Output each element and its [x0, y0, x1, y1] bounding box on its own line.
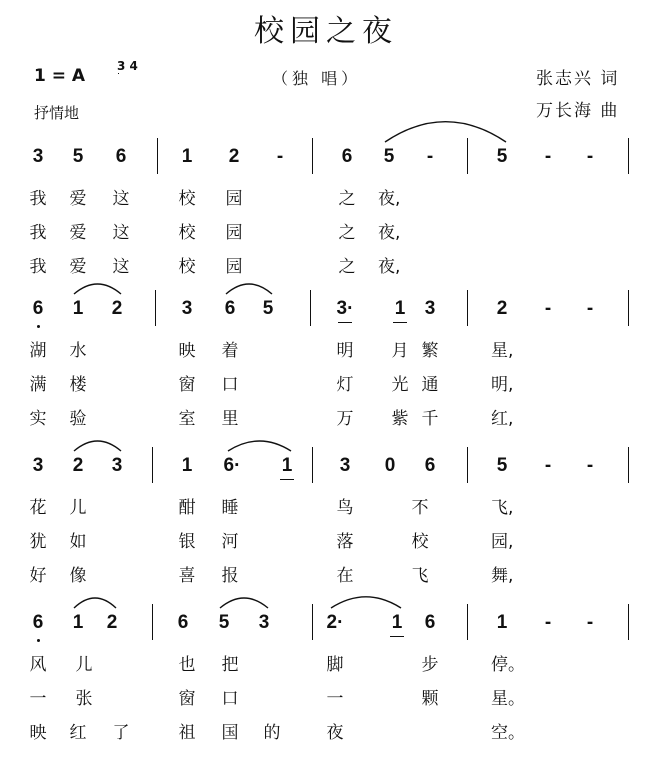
lyric-syllable: 夜,	[378, 257, 401, 277]
lyric-syllable: 园,	[491, 532, 514, 552]
lyric-syllable: 鸟	[336, 498, 354, 518]
lyric-syllable: 之	[338, 223, 356, 243]
note: 2·	[326, 612, 344, 633]
note: -	[586, 612, 594, 633]
note: -	[586, 455, 594, 476]
lyric-syllable: 脚	[326, 655, 344, 675]
note: 3	[32, 455, 44, 476]
lyric-syllable: 万	[336, 409, 354, 429]
bar-line	[312, 604, 313, 640]
bar-line	[467, 604, 468, 640]
lyric-syllable: 睡	[221, 498, 239, 518]
lyric-syllable: 映	[29, 723, 47, 743]
composer-credit: 万长海 曲	[536, 101, 620, 121]
note: 2	[72, 455, 84, 476]
note: 3	[32, 146, 44, 167]
note: 1	[281, 455, 293, 476]
lyric-syllable: 夜,	[378, 223, 401, 243]
note: 2	[106, 612, 118, 633]
note: 6	[424, 612, 436, 633]
note: 1	[72, 298, 84, 319]
slur	[220, 598, 268, 608]
bar-line	[312, 447, 313, 483]
note: 6	[32, 298, 44, 319]
bar-line	[152, 604, 153, 640]
eighth-underline	[338, 322, 352, 323]
performance-note: （独 唱）	[272, 69, 362, 88]
note: 1	[181, 455, 193, 476]
note: 6	[424, 455, 436, 476]
lyric-syllable: 夜	[326, 723, 344, 743]
note: 3·	[336, 298, 354, 319]
lyric-syllable: 口	[221, 689, 239, 709]
lyric-syllable: 银	[178, 532, 196, 552]
bar-line	[310, 290, 311, 326]
lyric-syllable: 月	[391, 341, 409, 361]
lyric-syllable: 我	[29, 257, 47, 277]
note: 5	[72, 146, 84, 167]
bar-line	[467, 290, 468, 326]
bar-line	[467, 138, 468, 174]
lyric-syllable: 水	[69, 341, 87, 361]
eighth-underline	[390, 636, 404, 637]
lyric-syllable: 园	[225, 189, 243, 209]
lyric-syllable: 园	[225, 257, 243, 277]
note: -	[276, 146, 284, 167]
lyric-syllable: 紫	[391, 409, 409, 429]
bar-line	[312, 138, 313, 174]
lyric-syllable: 国	[221, 723, 239, 743]
lyric-syllable: 验	[69, 409, 87, 429]
note: 1	[496, 612, 508, 633]
lyric-syllable: 飞,	[491, 498, 514, 518]
bar-line	[155, 290, 156, 326]
note: 6·	[223, 455, 241, 476]
lyric-syllable: 花	[29, 498, 47, 518]
lyric-syllable: 实	[29, 409, 47, 429]
lyric-syllable: 我	[29, 189, 47, 209]
lyric-syllable: 的	[263, 723, 281, 743]
slur	[385, 122, 506, 142]
note: 6	[224, 298, 236, 319]
slur	[74, 598, 116, 608]
time-signature-top: 3	[117, 59, 126, 73]
note: -	[544, 298, 552, 319]
lyric-syllable: 里	[221, 409, 239, 429]
lyric-syllable: 校	[178, 223, 196, 243]
note: 3	[339, 455, 351, 476]
note: 1	[391, 612, 403, 633]
bar-line	[152, 447, 153, 483]
lyric-syllable: 在	[336, 566, 354, 586]
lyric-syllable: 爱	[69, 223, 87, 243]
lyric-syllable: 口	[221, 375, 239, 395]
lyric-syllable: 通	[421, 375, 439, 395]
lyric-syllable: 张	[75, 689, 93, 709]
lyric-syllable: 我	[29, 223, 47, 243]
note: 5	[496, 455, 508, 476]
note: 3	[111, 455, 123, 476]
lyric-syllable: 之	[338, 189, 356, 209]
lyric-syllable: 这	[112, 223, 130, 243]
lyric-syllable: 光	[391, 375, 409, 395]
slur	[226, 284, 272, 294]
lyric-syllable: 千	[421, 409, 439, 429]
lyric-syllable: 犹	[29, 532, 47, 552]
slur	[331, 597, 401, 608]
lyric-syllable: 爱	[69, 257, 87, 277]
bar-line	[628, 447, 629, 483]
lyric-syllable: 这	[112, 257, 130, 277]
lyric-syllable: 落	[336, 532, 354, 552]
note: 5	[218, 612, 230, 633]
note: 6	[177, 612, 189, 633]
note: 1	[181, 146, 193, 167]
bar-line	[467, 447, 468, 483]
lyric-syllable: 不	[411, 498, 429, 518]
eighth-underline	[393, 322, 407, 323]
lyric-syllable: 这	[112, 189, 130, 209]
lyric-syllable: 颗	[421, 689, 439, 709]
lyric-syllable: 像	[69, 566, 87, 586]
lyric-syllable: 校	[178, 189, 196, 209]
lower-octave-dot	[37, 639, 40, 642]
lyric-syllable: 儿	[69, 498, 87, 518]
lyric-syllable: 红,	[491, 409, 514, 429]
lyric-syllable: 明,	[491, 375, 514, 395]
lyric-syllable: 飞	[411, 566, 429, 586]
note: 6	[341, 146, 353, 167]
time-signature-bottom: 4	[129, 59, 138, 73]
bar-line	[157, 138, 158, 174]
note: -	[544, 146, 552, 167]
lyric-syllable: 停。	[491, 655, 525, 675]
slur	[74, 441, 121, 451]
lower-octave-dot	[37, 325, 40, 328]
note: -	[544, 612, 552, 633]
lyric-syllable: 星。	[491, 689, 525, 709]
lyric-syllable: 祖	[178, 723, 196, 743]
note: 1	[394, 298, 406, 319]
lyric-syllable: 一	[326, 689, 344, 709]
lyric-syllable: 园	[225, 223, 243, 243]
note: -	[544, 455, 552, 476]
lyric-syllable: 明	[336, 341, 354, 361]
lyric-syllable: 报	[221, 566, 239, 586]
bar-line	[628, 290, 629, 326]
lyric-syllable: 了	[112, 723, 130, 743]
bar-line	[628, 604, 629, 640]
lyric-syllable: 夜,	[378, 189, 401, 209]
note: 1	[72, 612, 84, 633]
slur	[74, 284, 121, 294]
lyric-syllable: 舞,	[491, 566, 514, 586]
lyric-syllable: 映	[178, 341, 196, 361]
lyric-syllable: 星,	[491, 341, 514, 361]
lyric-syllable: 窗	[178, 689, 196, 709]
note: 2	[228, 146, 240, 167]
lyric-syllable: 也	[178, 655, 196, 675]
lyric-syllable: 满	[29, 375, 47, 395]
lyric-syllable: 爱	[69, 189, 87, 209]
note: 5	[383, 146, 395, 167]
lyric-syllable: 室	[178, 409, 196, 429]
lyric-syllable: 楼	[69, 375, 87, 395]
lyric-syllable: 湖	[29, 341, 47, 361]
note: 3	[258, 612, 270, 633]
note: -	[586, 298, 594, 319]
song-title: 校园之夜	[254, 14, 398, 49]
lyricist-credit: 张志兴 词	[536, 69, 620, 89]
eighth-underline	[280, 479, 294, 480]
lyric-syllable: 灯	[336, 375, 354, 395]
lyric-syllable: 步	[421, 655, 439, 675]
lyric-syllable: 酣	[178, 498, 196, 518]
slur	[228, 441, 291, 451]
lyric-syllable: 之	[338, 257, 356, 277]
note: 2	[111, 298, 123, 319]
lyric-syllable: 一	[29, 689, 47, 709]
lyric-syllable: 风	[29, 655, 47, 675]
lyric-syllable: 红	[69, 723, 87, 743]
note: 5	[262, 298, 274, 319]
lyric-syllable: 着	[221, 341, 239, 361]
lyric-syllable: 窗	[178, 375, 196, 395]
lyric-syllable: 河	[221, 532, 239, 552]
note: 5	[496, 146, 508, 167]
note: 6	[32, 612, 44, 633]
lyric-syllable: 把	[221, 655, 239, 675]
note: 2	[496, 298, 508, 319]
lyric-syllable: 儿	[75, 655, 93, 675]
lyric-syllable: 空。	[491, 723, 525, 743]
note: -	[586, 146, 594, 167]
note: 3	[181, 298, 193, 319]
lyric-syllable: 好	[29, 566, 47, 586]
expression-mark: 抒情地	[34, 104, 80, 122]
note: 0	[384, 455, 396, 476]
lyric-syllable: 喜	[178, 566, 196, 586]
note: -	[426, 146, 434, 167]
lyric-syllable: 校	[178, 257, 196, 277]
lyric-syllable: 校	[411, 532, 429, 552]
lyric-syllable: 如	[69, 532, 87, 552]
lyric-syllable: 繁	[421, 341, 439, 361]
note: 3	[424, 298, 436, 319]
bar-line	[628, 138, 629, 174]
note: 6	[115, 146, 127, 167]
key-signature: 1 = A	[34, 66, 86, 86]
